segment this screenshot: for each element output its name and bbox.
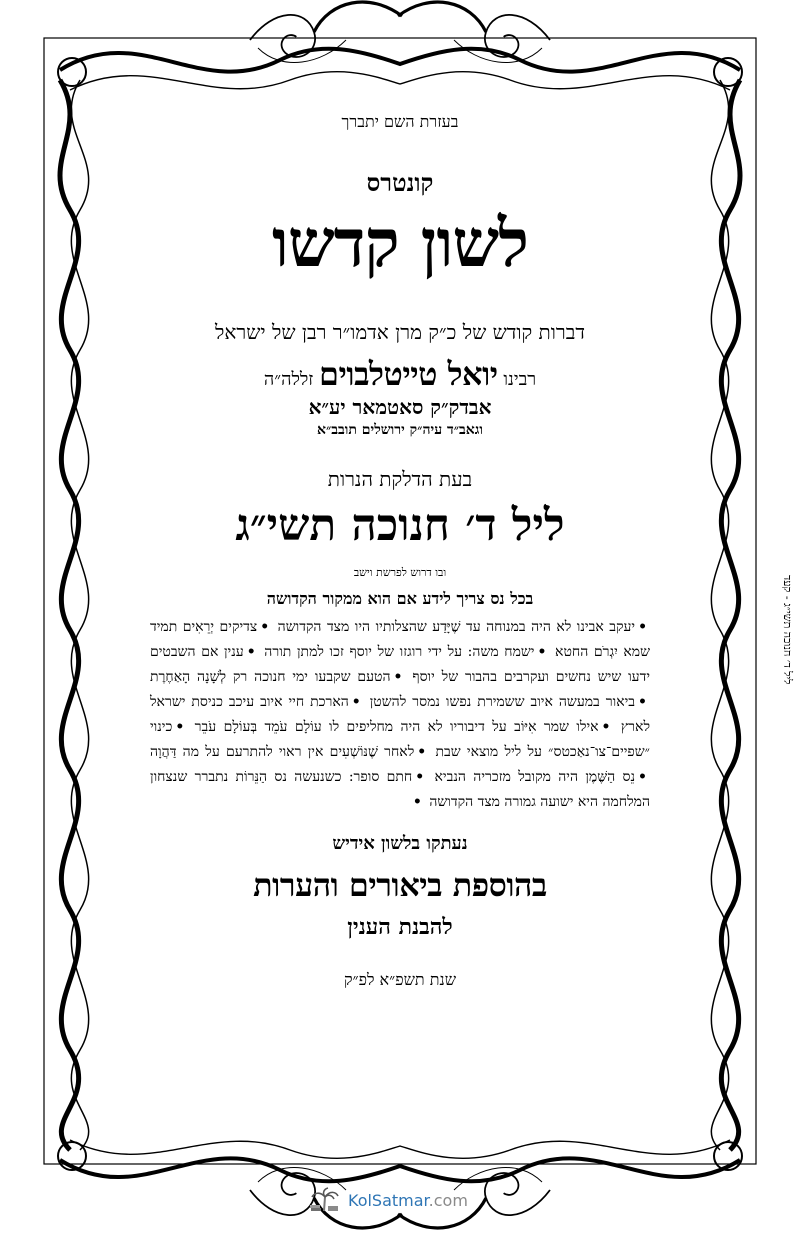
- words-line: דברות קודש של כ״ק מרן אדמו״ר רבן של ישראל: [215, 320, 585, 344]
- bullet-icon: •: [638, 619, 648, 635]
- rebbe-title-jerusalem: וגאב״ד עיה״ק ירושלים תובב״א: [317, 422, 483, 438]
- palm-tree-books-icon: [306, 1187, 342, 1213]
- topic-item: ישמח משה: על ידי רוגזו של יוסף זכו למתן תורה: [264, 644, 535, 660]
- bullet-icon: •: [260, 619, 270, 635]
- kolsatmar-logo[interactable]: [306, 1186, 506, 1214]
- bullet-icon: •: [537, 644, 547, 660]
- occasion-title: ליל ד׳ חנוכה תשי״ג: [235, 500, 565, 551]
- bullet-icon: •: [417, 744, 427, 760]
- topics-heading: בכל נס צריך לידע אם הוא ממקור הקדושה: [266, 589, 534, 608]
- topic-item: הטעם שקבעו ימי חנוכה רק לְשָׁנָה הָאַחֶרֶת: [150, 669, 391, 685]
- topic-item: חתם סופר: כשנעשה נס הַנֵּרוֹת נתברר שנצחון המלחמה היא ישועה גמורה מצד הקדושה: [150, 769, 650, 810]
- side-page-note: ליל ד׳ חנוכה תשי״ג - קעד: [781, 575, 794, 685]
- logo-text: [348, 1191, 468, 1210]
- topic-item: אילו שמר אִיּוֹב על דיבוריו לא היה מחליפים לו עוֹלָם עֹמֵד בְּעוֹלָם עֹבֵר: [194, 719, 599, 735]
- bullet-icon: •: [175, 719, 185, 735]
- title-page-content: [150, 112, 650, 990]
- blessing-line: בעזרת השם יתברך: [341, 112, 459, 131]
- topics-list: [150, 615, 650, 815]
- topic-item: הארכת חיי איוב עיכב כניסת ישראל לארץ: [150, 694, 650, 735]
- bullet-icon: •: [638, 769, 647, 785]
- topic-item: כינוי ״שפיים־צו־נאַכטס״ על ליל מוצאי שבת: [150, 719, 650, 760]
- logo-tld: .com: [428, 1190, 468, 1210]
- bullet-icon: •: [601, 719, 611, 735]
- bullet-icon: •: [638, 694, 647, 710]
- rebbe-prefix: רבינו: [503, 369, 537, 390]
- topic-item: יעקב אבינו לא היה במנוחה עד שֶׁיָּדַע שהצלותיו היו מצד הקדושה: [277, 619, 636, 635]
- lighting-line: בעת הדלקת הנרות: [327, 467, 473, 491]
- bullet-icon: •: [412, 794, 422, 810]
- topic-item: לאחר שֶׁנּוֹשְׁעִים אין ראוי להתרעם על מה דַּהֲוָה: [150, 744, 415, 760]
- logo-brand: KolSatmar: [348, 1190, 429, 1210]
- kuntres-label: קונטרס: [366, 168, 434, 197]
- topic-item: ענין אם השבטים ידעו שיש נחשים ועקרבים בהבור של יוסף: [150, 644, 650, 685]
- topic-item: צדיקים יְרֵאִים תמיד שמא יִגְרֹם החטא: [150, 619, 651, 660]
- bullet-icon: •: [351, 694, 361, 710]
- rebbe-name: יואל טייטלבוים: [319, 355, 498, 393]
- rebbe-suffix: זללה״ה: [263, 369, 314, 390]
- topic-item: ביאור במעשה איוב ששמירת נפשו נמסר להשטן: [369, 694, 636, 710]
- parsha-note: ובו דרוש לפרשת וישב: [353, 566, 447, 579]
- page-title: לשון קדשו: [272, 204, 528, 282]
- rebbe-title-satmar: אבדק״ק סאטמאר יע״א: [308, 395, 492, 419]
- bullet-icon: •: [415, 769, 425, 785]
- rebbe-line: [150, 355, 650, 393]
- translated-line: נעתקו בלשון אידיש: [332, 833, 468, 854]
- topic-item: נֵס הַשֶּׁמֶן היה מקובל מזכריה הנביא: [434, 769, 636, 785]
- bullet-icon: •: [393, 669, 403, 685]
- understanding-line: להבנת הענין: [347, 914, 453, 940]
- year-line: שנת תשפ״א לפ״ק: [343, 970, 457, 989]
- additions-line: בהוספת ביאורים והערות: [253, 866, 547, 904]
- bullet-icon: •: [246, 644, 256, 660]
